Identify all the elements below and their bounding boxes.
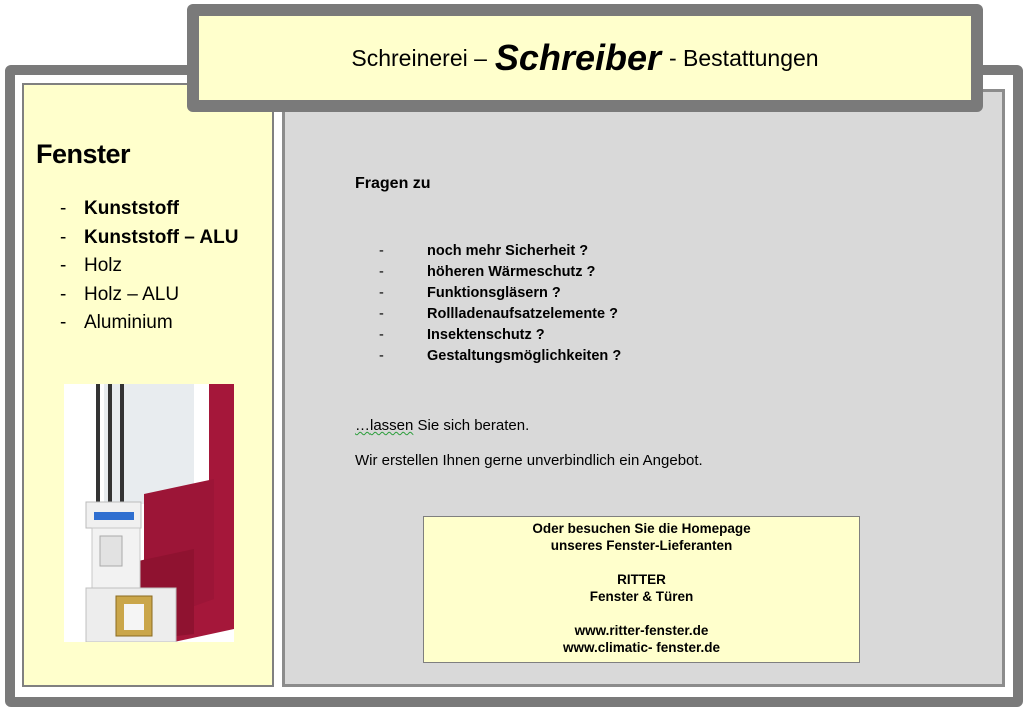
- list-item: - Gestaltungsmöglichkeiten ?: [379, 348, 622, 364]
- info-line: Oder besuchen Sie die Homepage: [532, 521, 751, 536]
- list-item: - Kunststoff – ALU: [60, 226, 239, 248]
- list-item: - Holz: [60, 255, 123, 276]
- banner-prefix: Schreinerei –: [351, 44, 487, 71]
- product-list: [60, 195, 238, 338]
- questions-title: Fragen zu: [355, 175, 431, 192]
- window-profile-image: [64, 384, 234, 642]
- supplier-info-box: [423, 516, 860, 663]
- questions-list: [379, 241, 621, 367]
- list-item: - Holz – ALU: [60, 283, 180, 305]
- supplier-tagline: Fenster & Türen: [589, 589, 694, 604]
- list-item: - Rollladenaufsatzelemente ?: [379, 306, 618, 322]
- offer-text: Wir erstellen Ihnen gerne unverbindlich ein Angebot.: [355, 452, 703, 469]
- list-item: - höheren Wärmeschutz ?: [379, 264, 596, 280]
- climatic-link[interactable]: www.climatic- fenster.de: [562, 640, 721, 655]
- ritter-link[interactable]: www.ritter-fenster.de: [574, 623, 709, 638]
- list-item: - Kunststoff: [60, 198, 179, 219]
- sidebar: [22, 83, 274, 687]
- supplier-name: RITTER: [617, 572, 666, 587]
- list-item: - Insektenschutz ?: [379, 327, 545, 343]
- main-panel: [282, 89, 1005, 687]
- advice-text: …lassen Sie sich beraten.: [355, 417, 530, 434]
- list-item: - Funktionsgläsern ?: [379, 285, 561, 301]
- list-item: - noch mehr Sicherheit ?: [379, 243, 589, 259]
- list-item: - Aluminium: [60, 312, 173, 333]
- banner-suffix: - Bestattungen: [669, 44, 819, 71]
- sidebar-title: Fenster: [36, 139, 131, 169]
- title-banner: [187, 4, 983, 112]
- banner-name: Schreiber: [494, 37, 661, 78]
- info-line: unseres Fenster-Lieferanten: [550, 538, 733, 553]
